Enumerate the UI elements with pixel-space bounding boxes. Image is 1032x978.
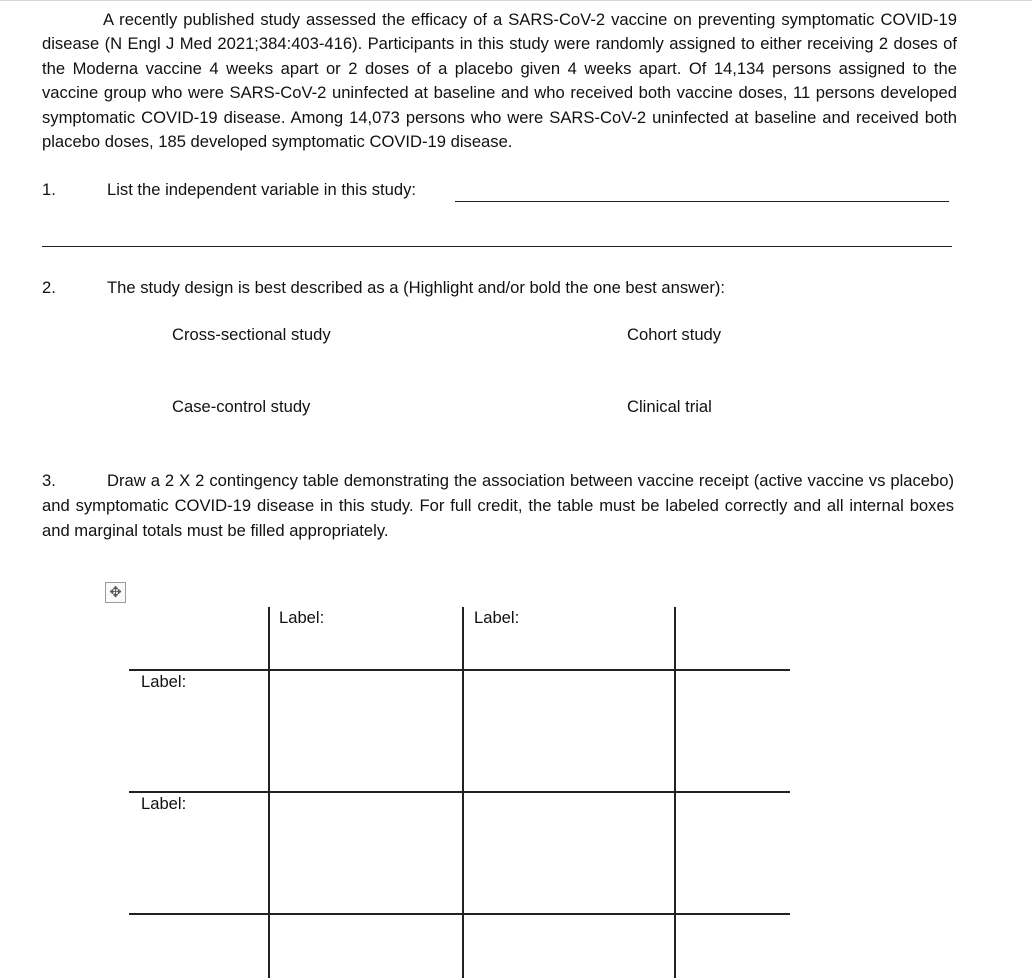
table-col-label-1[interactable]: Label: — [279, 608, 325, 627]
table-hline-2 — [129, 791, 790, 793]
table-row-label-1[interactable]: Label: — [141, 672, 187, 691]
table-move-handle-icon[interactable]: ✥ — [105, 582, 126, 603]
q3-text: Draw a 2 X 2 contingency table demonstrating the association between vaccine receipt (active vaccine vs placebo) and symptomatic COVID-19 disease in this study. For full credit, the table must be labeled correctly and all internal boxes and marginal totals must be filled appropriately. — [42, 471, 954, 540]
page-top-border — [0, 0, 1032, 1]
option-cross-sectional[interactable]: Cross-sectional study — [172, 325, 331, 344]
q1-number: 1. — [42, 180, 56, 199]
q1-answer-line-1[interactable] — [455, 201, 949, 202]
option-case-control[interactable]: Case-control study — [172, 397, 311, 416]
q3-number: 3. — [42, 471, 56, 490]
table-col-label-2[interactable]: Label: — [474, 608, 520, 627]
q3-paragraph — [42, 468, 954, 543]
table-hline-3 — [129, 913, 790, 915]
option-clinical-trial[interactable]: Clinical trial — [627, 397, 712, 416]
q1-answer-line-2[interactable] — [42, 246, 952, 247]
q2-number: 2. — [42, 278, 56, 297]
q2-text: The study design is best described as a (Highlight and/or bold the one best answer): — [107, 278, 726, 297]
intro-paragraph: A recently published study assessed the efficacy of a SARS-CoV-2 vaccine on preventing symptomatic COVID-19 disease (N Engl J Med 2021;384:403-416). Participants in this study were randomly assigned to either receiving 2 doses of the Moderna vaccine 4 weeks apart or 2 doses of a placebo given 4 weeks apart. Of 14,134 persons assigned to the vaccine group who were SARS-CoV-2 uninfected at baseline and who received both vaccine doses, 11 persons developed symptomatic COVID-19 disease. Among 14,073 persons who were SARS-CoV-2 uninfected at baseline and received both placebo doses, 185 developed symptomatic COVID-19 disease. — [42, 10, 957, 152]
table-row-label-2[interactable]: Label: — [141, 794, 187, 813]
option-cohort[interactable]: Cohort study — [627, 325, 722, 344]
table-hline-1 — [129, 669, 790, 671]
q1-text: List the independent variable in this study: — [107, 180, 417, 199]
